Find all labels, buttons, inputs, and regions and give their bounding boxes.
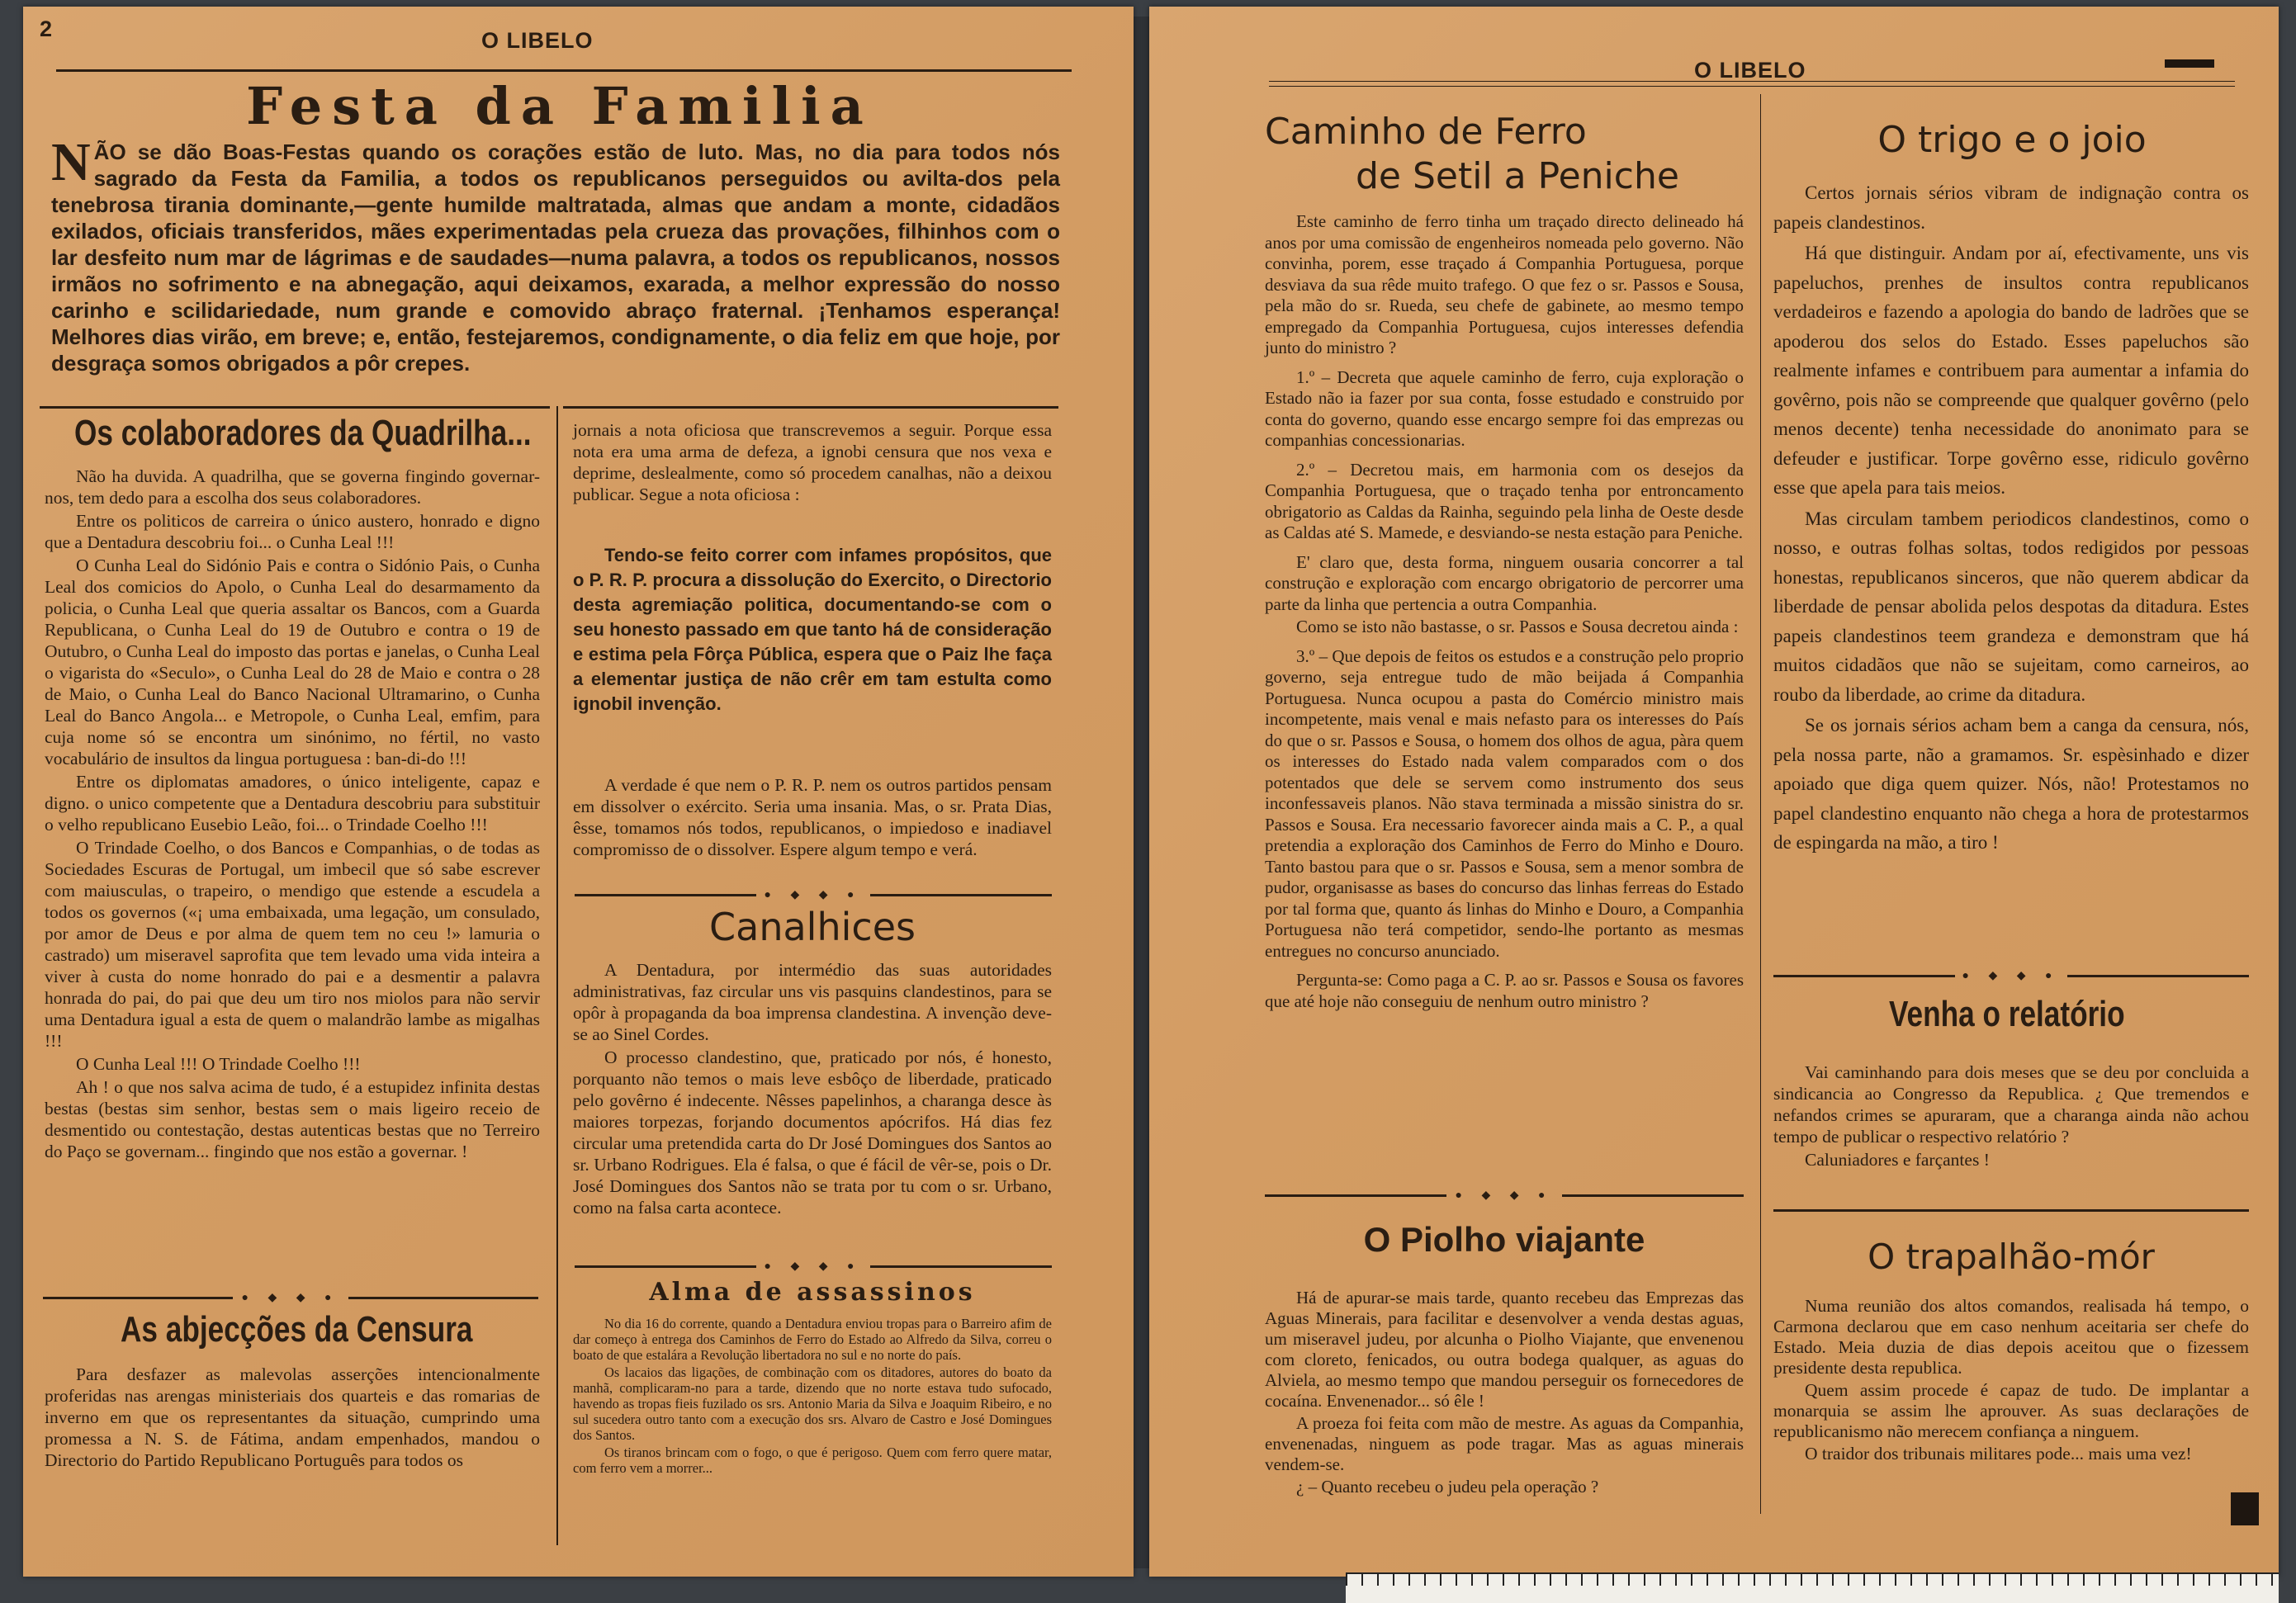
page-number: 2 — [40, 17, 54, 41]
paragraph: Há que distinguir. Andam por aí, efectivamente, uns vis papeluchos, prenhes de insultos contra republicanos verdadeiros e fazendo a apologia do bando de ladrões que se apoderou dos selos do Estado. Esses papeluchos são realmente infames e contribuem para aumentar a infamia do govêrno, pois não se compreende que qualquer govêrno (pelo menos decente) tenha necessidade do anonimato para se defeuder e justificar. Torpe govêrno esse, ridiculo govêrno esse que apela para tais meios. — [1773, 243, 2249, 498]
caminho-title-1: Caminho de Ferro — [1265, 111, 1587, 153]
canalhices-title: Canalhices — [709, 905, 916, 949]
paragraph: Caluniadores e farçantes ! — [1805, 1150, 1990, 1170]
paragraph: A verdade é que nem o P. R. P. nem os outros partidos pensam em dissolver o exército. Seria uma insania. Mas, o sr. Prata Dias, êsse, tomamos nós todos, republicanos, o impiedoso e inadiavel compromisso de o dissolver. Espere algum tempo e verá. — [573, 775, 1052, 859]
relatorio-title: Venha o relatório — [1889, 994, 2125, 1034]
column-divider — [1760, 94, 1761, 1514]
alma-title: Alma de assassinos — [649, 1278, 976, 1307]
relatorio-body — [1773, 1062, 2249, 1170]
drop-cap: N — [51, 132, 91, 192]
festa-rule-right — [563, 406, 1058, 409]
separator: ● ◆ ◆ ● — [43, 1291, 538, 1304]
separator: ● ◆ ◆ ● — [575, 888, 1052, 901]
paragraph: O processo clandestino, que, praticado por nós, é honesto, porquanto não temos o mais leve esbôço de liberdade, praticado pelo govêrno é indecente. Nêsses papelinhos, a charanga desce às maiores torpezas, forjando documentos apócrifos. Há dias fez circular uma pretendida carta do Dr José Domingues dos Santos ao sr. Urbano Rodrigues. Ela é falsa, o que é fácil de vêr-se, pois o Dr. José Domingues dos Santos não se trata por tu com o sr. Urbano, como na falsa carta acontece. — [573, 1047, 1052, 1218]
nota-intro — [573, 419, 1052, 505]
paragraph: Entre os diplomatas amadores, o único inteligente, capaz e digno. o unico competente que a Dentadura descobriu para substituir o velho republicano Eusebio Leão, foi... o Trindade Coelho !!! — [45, 772, 540, 835]
printer-ornament-icon — [2165, 59, 2214, 68]
separator: ● ◆ ◆ ● — [575, 1260, 1052, 1273]
paragraph: Quem assim procede é capaz de tudo. De implantar a monarquia se assim lhe aprouver. As suas declarações de republicanismo não merecem confiança a ninguem. — [1773, 1380, 2249, 1441]
festa-body — [51, 132, 1060, 376]
paragraph: 1.º – Decreta que aquele caminho de ferro, cuja exploração o Estado não ia fazer por sua conta, fosse estudado e construido por conta do governo, quando esse encargo sempre foi das emprezas ou companhias concessionarias. — [1265, 366, 1744, 450]
running-head: O LIBELO — [1694, 58, 1806, 83]
trapalhao-title: O trapalhão-mór — [1868, 1237, 2155, 1277]
festa-title: Festa da Familia — [246, 76, 873, 136]
caminho-body — [1265, 211, 1744, 1012]
quadrilha-title: Os colaboradores da Quadrilha... — [74, 413, 532, 453]
paragraph: 3.º – Que depois de feitos os estudos e a construção pelo proprio governo, seja entregue tudo de mão beijada á Companhia Portuguesa. Nunca ocupou a pasta do Comércio ministro mais incompetente, mais venal e mais nefasto para os interesses do País do que o sr. Passos e Sousa, o homem dos olhos de agua, pàra quem os interesses do Estado nada valem comparados com o dos potentados que dele se servem como instrumento dos seus inconfessaveis planos. Não stava terminada a missão sinistra do sr. Passos e Sousa. Era necessario favorecer ainda mais a C. P., a qual pretendia a exploração dos Caminhos de Ferro do Minho e Douro. Tanto bastou para que o sr. Passos e Sousa, sem a menor sombra de pudor, organisasse as bases do concurso das linhas ferreas do Estado por tal forma que, quanto ás linhas do Minho e Douro, a Companhia Portuguesa não terá competidor, sendo-lhe portanto as mesmas entregues no concurso anunciado. — [1265, 645, 1744, 961]
paragraph: ¿ – Quanto recebeu o judeu pela operação ? — [1296, 1477, 1599, 1497]
paragraph: A proeza foi feita com mão de mestre. As aguas da Companhia, envenenadas, ninguem as pode tragar. Mas as aguas minerais vendem-se. — [1265, 1413, 1744, 1474]
paragraph: Os tiranos brincam com o fogo, o que é perigoso. Quem com ferro quere matar, com ferro vem a morrer... — [573, 1445, 1052, 1476]
header-rule-2 — [1269, 86, 2235, 87]
trigo-title: O trigo e o joio — [1877, 119, 2147, 161]
paragraph: O Trindade Coelho, o dos Bancos e Companhias, o de todas as Sociedades Escuras de Portugal, um imbecil que só sabe escrever com maiusculas, o trapeiro, o mendigo que estende a escudela a todos os governos («¡ uma embaixada, uma legação, um consulado, por amor de Deus e por alma de quem tem no ceu !» lamuria o castrado) um miseravel saprofita que tem levado uma vida inteira a viver à custa do nome honrado do pai e a desmentir a palavra honrada do pai, do pai que deu um tiro nos miolos para não servir uma Dentadura igual a esta de quem o malandrão lambe as migalhas !!! — [45, 838, 540, 1051]
alma-body — [573, 1316, 1052, 1476]
header-rule — [56, 69, 1072, 72]
paragraph: Mas circulam tambem periodicos clandestinos, como o nosso, e outras folhas soltas, todos redigidos por pessoas honestas, republicanos sinceros, que não querem abdicar da liberdade de pensar abolida pelos despotas da ditadura. Estes papeis clandestinos teem grandeza e demonstram que há muitos cidadãos que não se sujeitam, como carneiros, ao roubo da liberdade, ao crime da ditadura. — [1773, 508, 2249, 705]
paragraph: Pergunta-se: Como paga a C. P. ao sr. Passos e Sousa os favores que até hoje não conseguiu de nenhum outro ministro ? — [1265, 970, 1744, 1011]
paragraph: 2.º – Decretou mais, em harmonia com os desejos da Companhia Portuguesa, que o traçado tenha por entroncamento obrigatorio as Caldas da Rainha, seguindo pela linha de Oeste desde as Caldas até S. Mamede, e desviando-se nesta estação para Peniche. — [1265, 459, 1744, 542]
abjeccoes-body — [45, 1364, 540, 1471]
paragraph: Tendo-se feito correr com infames propósitos, que o P. R. P. procura a dissolução do Exercito, o Directorio desta agremiação politica, documentando-se com o seu honesto passado em que tanto há de consideração e estima pela Fôrça Pública, espera que o Paiz lhe faça a elementar justiça de não crêr em tam estulta como ignobil invenção. — [573, 545, 1052, 714]
paragraph: O traidor dos tribunais militares pode... mais uma vez! — [1805, 1444, 2192, 1464]
festa-rule-left — [40, 406, 550, 409]
right-page — [1149, 7, 2279, 1577]
left-page — [23, 7, 1134, 1577]
paragraph: O Cunha Leal !!! O Trindade Coelho !!! — [76, 1054, 361, 1074]
trigo-body — [1773, 178, 2249, 858]
paragraph: Vai caminhando para dois meses que se deu por concluida a sindicancia ao Congresso da Republica. ¿ Que tremendos e nefandos crimes se apuraram, que a charanga ainda não achou tempo de publicar o respectivo relatório ? — [1773, 1062, 2249, 1147]
trapalhao-body — [1773, 1296, 2249, 1464]
paragraph: E' claro que, desta forma, ninguem ousaria concorrer a tal construção e exploração com encargo obrigatorio de percorrer uma parte da linha que pertencia a outra Companhia. — [1265, 551, 1744, 614]
separator — [1773, 1203, 2249, 1217]
nota-after — [573, 774, 1052, 860]
paragraph: jornais a nota oficiosa que transcrevemos a seguir. Porque essa nota era uma arma de defeza, a ignobi censura que nos vexa e deprime, deslealmente, como só procedem canalhas, não a deixou publicar. Segue a nota oficiosa : — [573, 420, 1052, 504]
scale-ruler — [1346, 1572, 2279, 1603]
canalhices-body — [573, 959, 1052, 1218]
caminho-title-2: de Setil a Peniche — [1356, 155, 1679, 197]
paragraph: No dia 16 do corrente, quando a Dentadura enviou tropas para o Barreiro afim de dar começo à entrega dos Caminhos de Ferro do Estado ao Alfredo da Silva, correu o boato de que estalára a Revolução libertadora no sul e no norte do país. — [573, 1316, 1052, 1363]
paragraph: Como se isto não bastasse, o sr. Passos e Sousa decretou ainda : — [1296, 617, 1739, 636]
paragraph: Certos jornais sérios vibram de indignação contra os papeis clandestinos. — [1773, 182, 2249, 233]
paragraph: Se os jornais sérios acham bem a canga da censura, nós, pela nossa parte, não a gramamos. Sr. espèsinhado e dizer apoiado que diga quem quizer. Nós, não! Protestamos no papel clandestino enquanto não chega a hora de protestarmos de espingarda na mão, a tiro ! — [1773, 715, 2249, 853]
separator: ● ◆ ◆ ● — [1773, 969, 2249, 982]
festa-text: ÃO se dão Boas-Festas quando os corações estão de luto. Mas, no dia para todos nós sagrado da Festa da Familia, a todos os republicanos perseguidos ou avilta-dos pela tenebrosa tirania dominante,—gente humilde maltratada, almas que andam a monte, cidadãos exilados, oficiais transferidos, mães experimentadas pela crueza das provações, filhinhos com o lar desfeito num mar de lágrimas e de saudades—numa palavra, a todos os republicanos, nossos irmãos no sofrimento e na abnegação, aqui deixamos, exarada, a melhor expressão do nosso carinho e scilidariedade, num grande e comovido abraço fraternal. ¡Tenhamos esperança! Melhores dias virão, em breve; e, então, festejaremos, condignamente, o dia feliz em que hoje, por desgraça somos obrigados a pôr crepes. — [51, 139, 1060, 376]
paragraph: Entre os politicos de carreira o único austero, honrado e digno que a Dentadura descobriu foi... o Cunha Leal !!! — [45, 511, 540, 552]
book-gutter — [1134, 17, 1149, 1568]
paragraph: Os lacaios das ligações, de combinação com os ditadores, autores do boato da manhã, complicaram-no para a tarde, dizendo que no norte estava tudo sufocado, havendo as tropas fieis fuzilado os srs. Antonio Maria da Silva e Joaquim Ribeiro, e no sul sucedera outro tanto com a execução dos srs. Alvaro de Castro e José Domingues dos Santos. — [573, 1364, 1052, 1443]
printer-ornament-icon — [2231, 1492, 2259, 1525]
paragraph: Não ha duvida. A quadrilha, que se governa fingindo governar-nos, tem dedo para a escolha dos seus colaboradores. — [45, 466, 540, 508]
column-divider — [556, 406, 558, 1545]
separator: ● ◆ ◆ ● — [1265, 1189, 1744, 1202]
paragraph: Este caminho de ferro tinha um traçado directo delineado há anos por uma comissão de engenheiros nomeada pelo governo. Não convinha, porem, esse traçado á Companhia Portuguesa, porque desviava da sua rêde muito trafego. O que fez o sr. Passos e Sousa, pela mão do sr. Rueda, seu chefe de gabinete, ao mesmo tempo empregado da Companhia Portuguesa, cujos interesses defendia junto do ministro ? — [1265, 211, 1744, 357]
running-head: O LIBELO — [481, 28, 594, 53]
paragraph: Numa reunião dos altos comandos, realisada há tempo, o Carmona declarou que em caso nenhum aceitaria ser chefe do Estado. Meia duzia de dias depois aceitou que o fizessem presidente desta republica. — [1773, 1296, 2249, 1378]
abjeccoes-title: As abjecções da Censura — [121, 1309, 473, 1350]
header-rule — [1269, 81, 2235, 82]
quadrilha-body — [45, 466, 540, 1162]
piolho-body — [1265, 1288, 1744, 1497]
piolho-title: O Piolho viajante — [1363, 1220, 1645, 1259]
paragraph: Há de apurar-se mais tarde, quanto recebeu das Emprezas das Aguas Minerais, para facilitar e desenvolver a venda destas aguas, um miseravel judeu, por alcunha o Piolho Viajante, que envenenou com cloreto, fenicados, ou outra bodega qualquer, as aguas do Alviela, ao mesmo tempo que mandou perseguir os fornecedores de cocaína. Envenenador... só êle ! — [1265, 1288, 1744, 1411]
paragraph: Para desfazer as malevolas asserções intencionalmente proferidas nas arengas ministeriais dos quarteis e das romarias de inverno em que os representantes da situação, cumprindo uma promessa a N. S. de Fátima, andam empenhados, mandou o Directorio do Partido Republicano Português para todos os — [45, 1364, 540, 1470]
nota-oficiosa — [573, 543, 1052, 716]
paragraph: Ah ! o que nos salva acima de tudo, é a estupidez infinita destas bestas (bestas sim senhor, bestas sem o mais ligeiro receio de desmentido ou contestação, destas autenticas bestas que no Terreiro do Paço se governam... fingindo que nos estão a governar. ! — [45, 1077, 540, 1161]
paragraph: A Dentadura, por intermédio das suas autoridades administrativas, faz circular uns vis pasquins clandestinos, para se opôr à propaganda da boa imprensa clandestina. A invenção deve-se ao Sinel Cordes. — [573, 960, 1052, 1044]
paragraph: O Cunha Leal do Sidónio Pais e contra o Sidónio Pais, o Cunha Leal dos comicios do Apolo, o Cunha Leal do desarmamento da policia, o Cunha Leal que queria assaltar os Bancos, com a Guarda Republicana, o Cunha Leal do 19 de Outubro e contra o 19 de Outubro, o Cunha Leal do imposto das portas e janelas, o Cunha Leal o vigarista do «Seculo», o Cunha Leal do 28 de Maio e contra o 28 de Maio, o Cunha Leal do Banco Nacional Ultramarino, o Cunha Leal do Banco Angola... e Metropole, o Cunha Leal, emfim, para cuja nome só se encontra um sinónimo, no fértil, no vasto vocabulário de insultos da lingua portuguesa : ban-di-do !!! — [45, 556, 540, 768]
